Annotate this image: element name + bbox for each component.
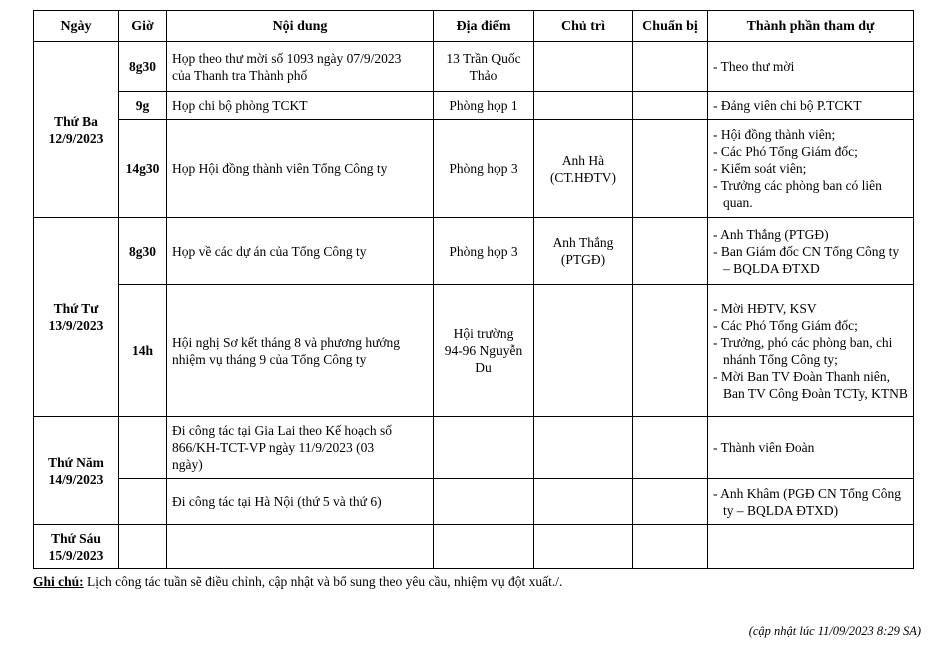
table-row: [34, 92, 914, 120]
prep-cell: [633, 417, 708, 479]
prep-cell: [633, 42, 708, 92]
day-name: Thứ Ba: [54, 113, 98, 129]
place-cell: 13 Trần Quốc Thảo: [434, 42, 534, 92]
header-time: Giờ: [119, 11, 167, 42]
table-row: [34, 120, 914, 218]
header-attendees: Thành phần tham dự: [708, 11, 914, 42]
host-cell: [534, 479, 633, 525]
host-cell: [534, 92, 633, 120]
time-cell: [119, 525, 167, 569]
content-cell: Họp về các dự án của Tổng Công ty: [167, 218, 434, 285]
day-date: 14/9/2023: [48, 471, 104, 487]
prep-cell: [633, 285, 708, 417]
header-row: [34, 11, 914, 42]
time-cell: [119, 479, 167, 525]
host-cell: [534, 525, 633, 569]
time-cell: 8g30: [119, 218, 167, 285]
prep-cell: [633, 479, 708, 525]
header-day: Ngày: [34, 11, 119, 42]
table-row: [34, 42, 914, 92]
content-cell: Họp Hội đồng thành viên Tổng Công ty: [167, 120, 434, 218]
time-cell: 14g30: [119, 120, 167, 218]
attendees-cell: - Anh Khâm (PGĐ CN Tổng Công ty – BQLDA ĐTXD): [708, 479, 914, 525]
header-prep: Chuẩn bị: [633, 11, 708, 42]
place-cell: Phòng họp 3: [434, 218, 534, 285]
time-cell: 9g: [119, 92, 167, 120]
place-cell: Phòng họp 1: [434, 92, 534, 120]
schedule-table: [33, 10, 914, 569]
content-cell: Họp chi bộ phòng TCKT: [167, 92, 434, 120]
host-cell: [534, 285, 633, 417]
table-row: [34, 218, 914, 285]
host-cell: Anh Thắng (PTGĐ): [534, 218, 633, 285]
content-cell: [167, 525, 434, 569]
day-cell: [34, 417, 119, 525]
header-content: Nội dung: [167, 11, 434, 42]
day-name: Thứ Tư: [53, 301, 99, 316]
header-host: Chủ trì: [534, 11, 633, 42]
content-cell: Đi công tác tại Gia Lai theo Kế hoạch số 866/KH-TCT-VP ngày 11/9/2023 (03 ngày): [167, 417, 434, 479]
day-name: Thứ Sáu: [51, 530, 101, 546]
table-row: [34, 525, 914, 569]
note-label: Ghi chú:: [33, 574, 84, 589]
table-row: [34, 417, 914, 479]
day-cell: [34, 42, 119, 218]
time-cell: [119, 417, 167, 479]
attendees-cell: - Anh Thắng (PTGĐ) - Ban Giám đốc CN Tổng Công ty – BQLDA ĐTXD: [708, 218, 914, 285]
prep-cell: [633, 525, 708, 569]
attendees-cell: - Hội đồng thành viên; - Các Phó Tổng Giám đốc; - Kiểm soát viên; - Trưởng các phòng ban có liên quan.: [708, 120, 914, 218]
attendees-cell: [708, 525, 914, 569]
place-cell: [434, 417, 534, 479]
note: [33, 574, 562, 590]
table-row: [34, 479, 914, 525]
prep-cell: [633, 120, 708, 218]
content-cell: Đi công tác tại Hà Nội (thứ 5 và thứ 6): [167, 479, 434, 525]
host-cell: [534, 42, 633, 92]
day-name: Thứ Năm: [48, 454, 104, 470]
day-cell: [34, 525, 119, 569]
place-cell: [434, 479, 534, 525]
day-date: 12/9/2023: [48, 130, 104, 146]
place-cell: [434, 525, 534, 569]
place-cell: Hội trường 94-96 Nguyễn Du: [434, 285, 534, 417]
day-date: 15/9/2023: [48, 547, 104, 563]
content-cell: Hội nghị Sơ kết tháng 8 và phương hướng nhiệm vụ tháng 9 của Tổng Công ty: [167, 285, 434, 417]
day-cell: [34, 218, 119, 417]
prep-cell: [633, 218, 708, 285]
note-text: Lịch công tác tuần sẽ điều chỉnh, cập nhật và bổ sung theo yêu cầu, nhiệm vụ đột xuất./.: [83, 574, 563, 589]
time-cell: 14h: [119, 285, 167, 417]
day-date: 13/9/2023: [48, 318, 104, 333]
attendees-cell: - Đảng viên chi bộ P.TCKT: [708, 92, 914, 120]
attendees-cell: - Thành viên Đoàn: [708, 417, 914, 479]
attendees-cell: - Mời HĐTV, KSV - Các Phó Tổng Giám đốc; - Trưởng, phó các phòng ban, chi nhánh Tổng Công ty; - Mời Ban TV Đoàn Thanh niên, Ban TV Công Đoàn TCTy, KTNB: [708, 285, 914, 417]
table-row: [34, 285, 914, 417]
place-cell: Phòng họp 3: [434, 120, 534, 218]
host-cell: [534, 417, 633, 479]
attendees-cell: - Theo thư mời: [708, 42, 914, 92]
time-cell: 8g30: [119, 42, 167, 92]
content-cell: Họp theo thư mời số 1093 ngày 07/9/2023 của Thanh tra Thành phố: [167, 42, 434, 92]
header-place: Địa điểm: [434, 11, 534, 42]
host-cell: Anh Hà (CT.HĐTV): [534, 120, 633, 218]
prep-cell: [633, 92, 708, 120]
updated-timestamp: (cập nhật lúc 11/09/2023 8:29 SA): [748, 624, 921, 638]
